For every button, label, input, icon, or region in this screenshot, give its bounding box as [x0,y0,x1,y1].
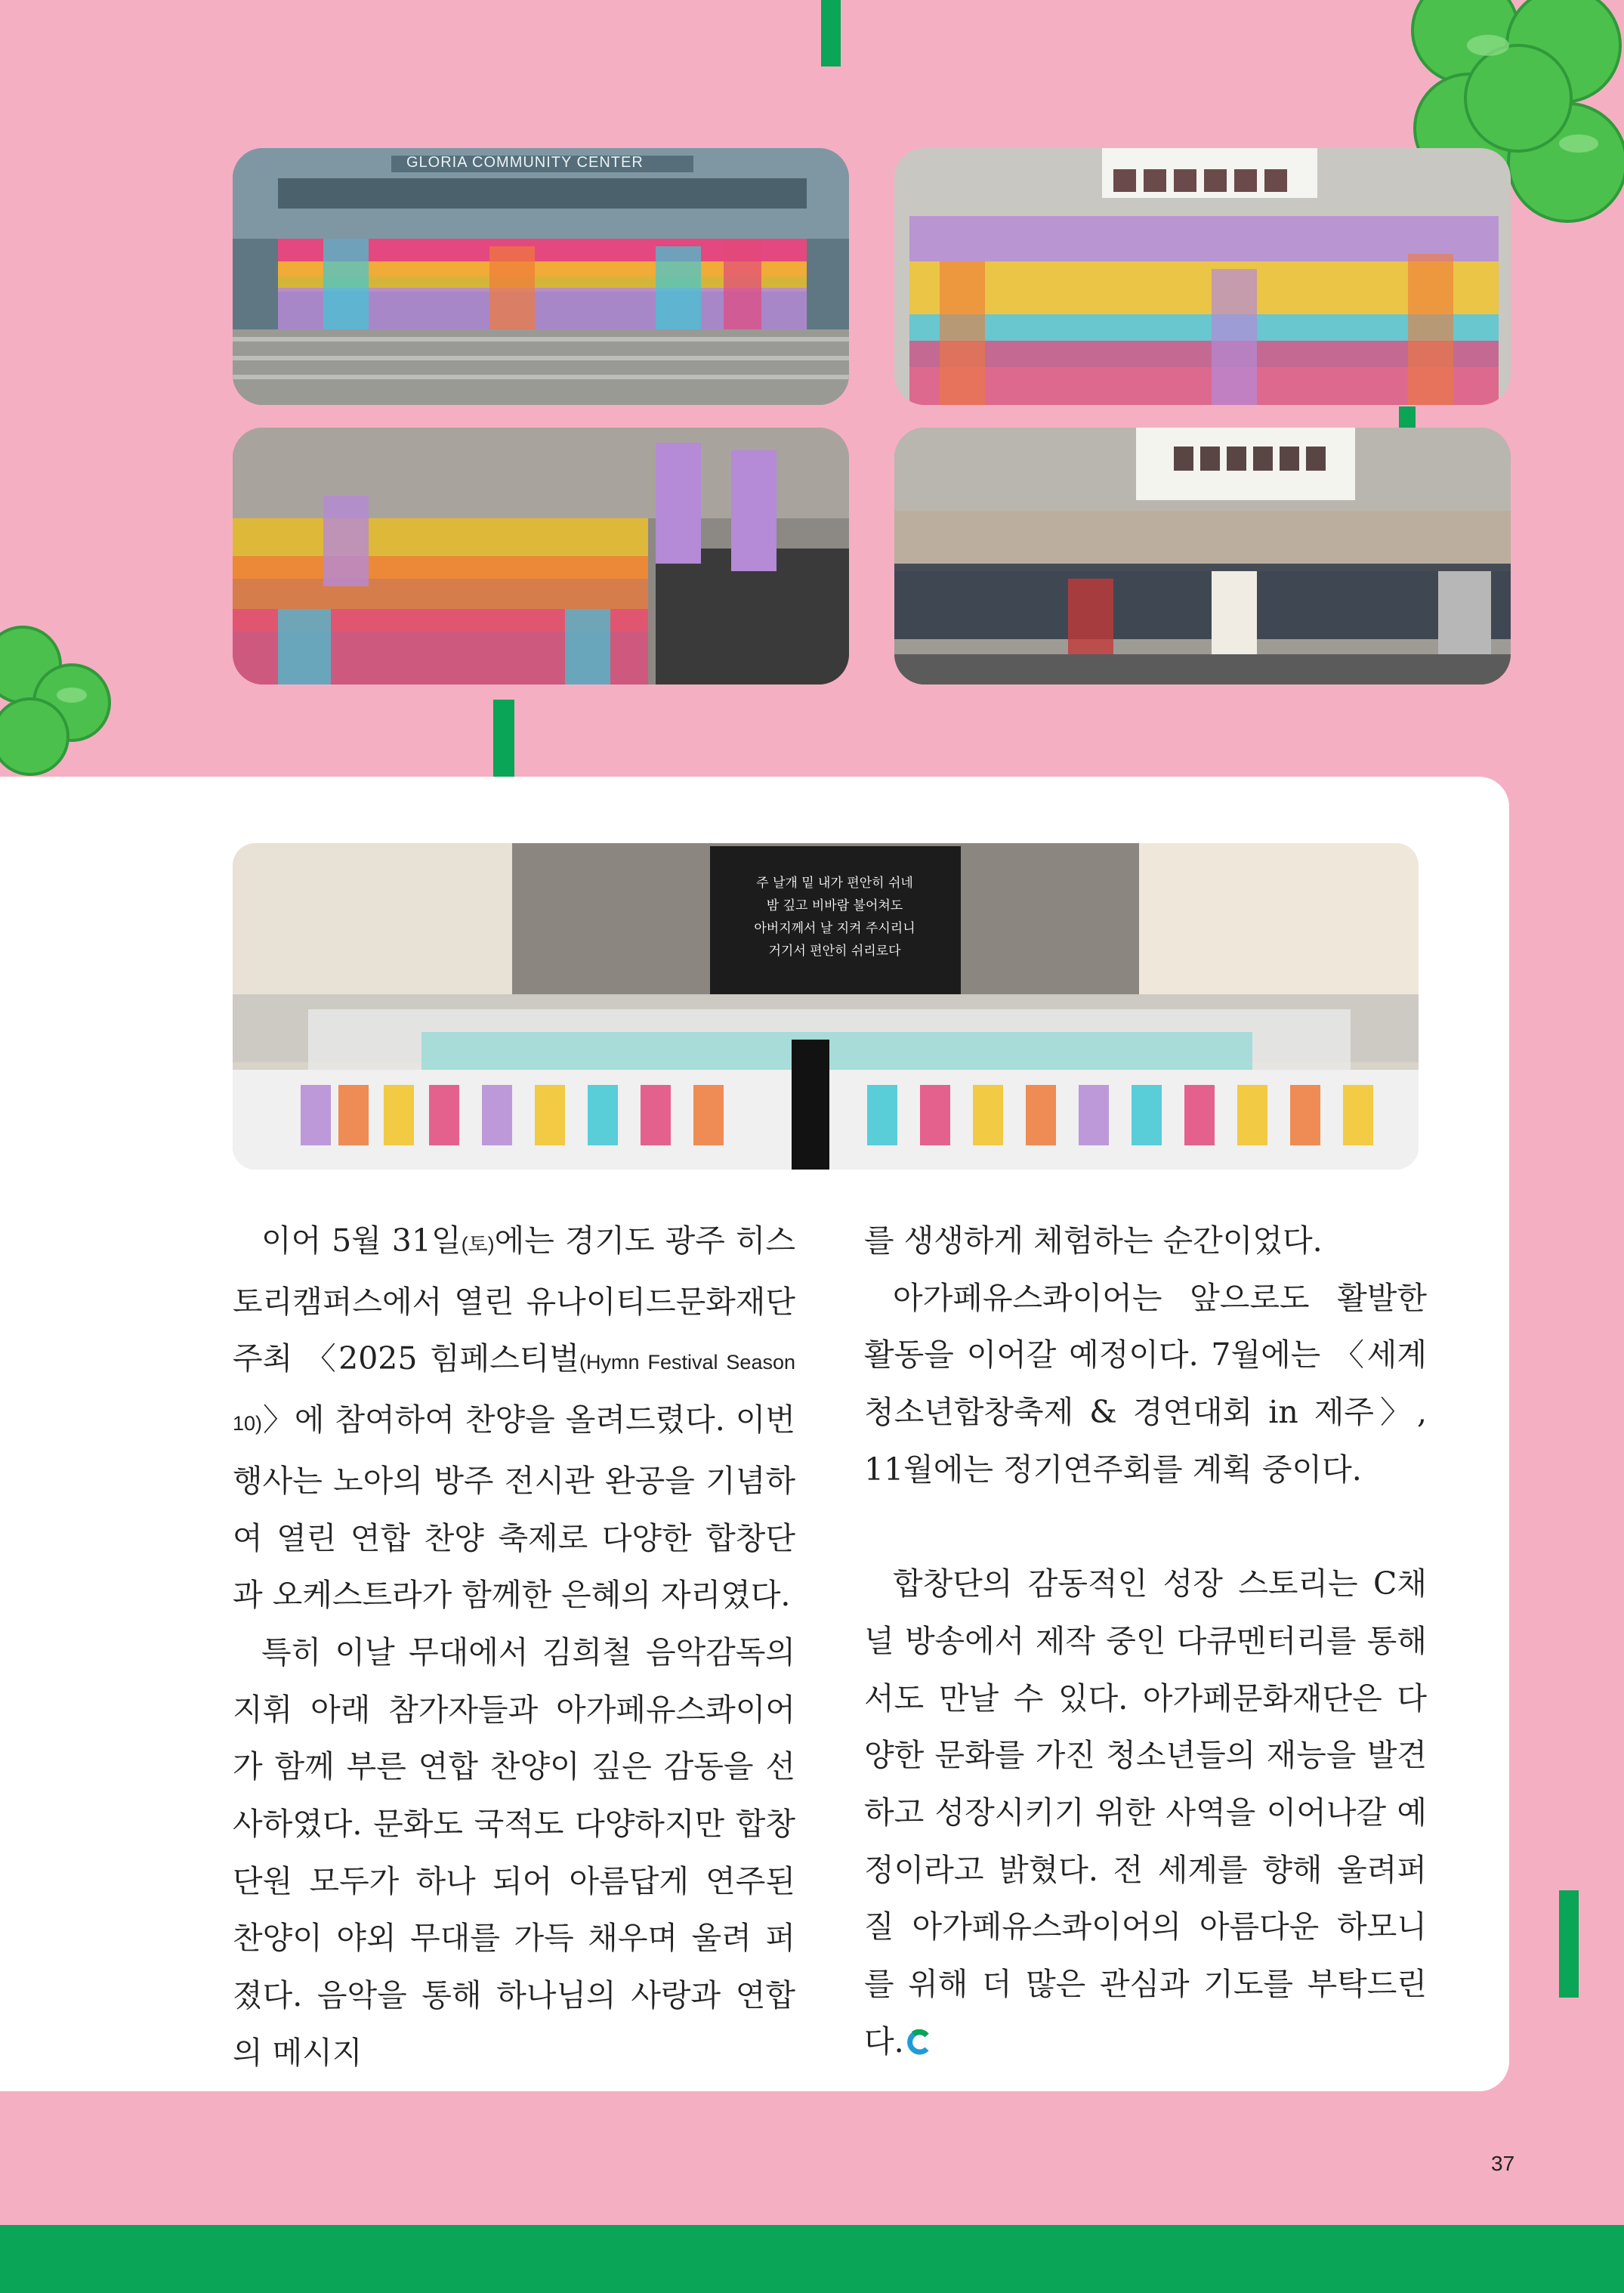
lyrics-line: 거기서 편안히 쉬리로다 [768,944,901,959]
decor-bar-mid [493,700,514,777]
photo-choir-stage [233,428,849,685]
lyrics-screen [710,846,959,991]
article-paragraph [864,1556,1427,2070]
footer-band [0,2225,1624,2293]
article-paragraph: 특히 이날 무대에서 김희철 음악감독의 지휘 아래 참가자들과 아가페유스콰이어가 함께 부른 연합 찬양이 깊은 감동을 선사하였다. 문화도 국적도 다양하지만 합창단원 모두가 하나 되어 아름답게 연주된 찬양이 야외 무대를 가득 채우며 울려 퍼졌다. 음악을 통해 하나님의 사랑과 연합의 메시지 [233,1633,796,2071]
text-run: 합창단의 감동적인 성장 스토리는 C채널 방송에서 제작 중인 다큐멘터리를 통해서도 만날 수 있다. 아가페문화재단은 다양한 문화를 가진 청소년들의 재능을 발견하고 성장시키기 위한 사역을 이어나갈 예정이라고 밝혔다. 전 세계를 향해 울려퍼질 아가페유스콰이어의 아름다운 하모니를 위해 더 많은 관심과 기도를 부탁드린다. [864,1565,1428,2060]
text-run: 이어 5월 31일 [261,1222,462,1259]
decor-bar-top [821,0,841,66]
photo-choir-steps [233,148,849,405]
clover-icon-left [0,620,113,778]
text-run: 에는 경기도 광주 히스토리캠퍼스에서 열린 유나이티드문화재단 주최 〈2025 힘페스티벌 [233,1222,795,1377]
article-paragraph [233,1213,795,1624]
article-left-column [233,1213,795,2082]
article-right-column [864,1213,1427,2071]
decor-bar-right-low [1559,1890,1579,1998]
photo-sign-text: GLORIA COMMUNITY CENTER [406,154,644,171]
lyrics-line: 주 날개 밑 내가 편안히 쉬네 [756,876,913,891]
article-paragraph: 를 생생하게 체험하는 순간이었다. [864,1222,1323,1259]
decor-bar-right [1399,406,1416,429]
article-paragraph: 아가페유스콰이어는 앞으로도 활발한 활동을 이어갈 예정이다. 7월에는 〈세계청소년합창축제 & 경연대회 in 제주〉, 11월에는 정기연주회를 계획 중이다. [864,1279,1427,1488]
text-run: 〉에 참여하여 찬양을 올려드렸다. 이번 행사는 노아의 방주 전시관 완공을 기념하여 열린 연합 찬양 축제로 다양한 합창단과 오케스트라가 함께한 은혜의 자리였다. [233,1401,796,1614]
c-logo-icon [906,2029,931,2055]
text-run-small: (토) [461,1233,495,1256]
lyrics-line: 밤 깊고 비바람 불어쳐도 [766,898,903,913]
page-number: 37 [1491,2152,1515,2175]
text-run-small: (Hymn Festival Season 10) [233,1351,795,1435]
photo-adults-group [894,428,1511,685]
lyrics-line: 아버지께서 날 지켜 주시리니 [754,921,915,936]
photo-choir-vests [894,148,1511,405]
